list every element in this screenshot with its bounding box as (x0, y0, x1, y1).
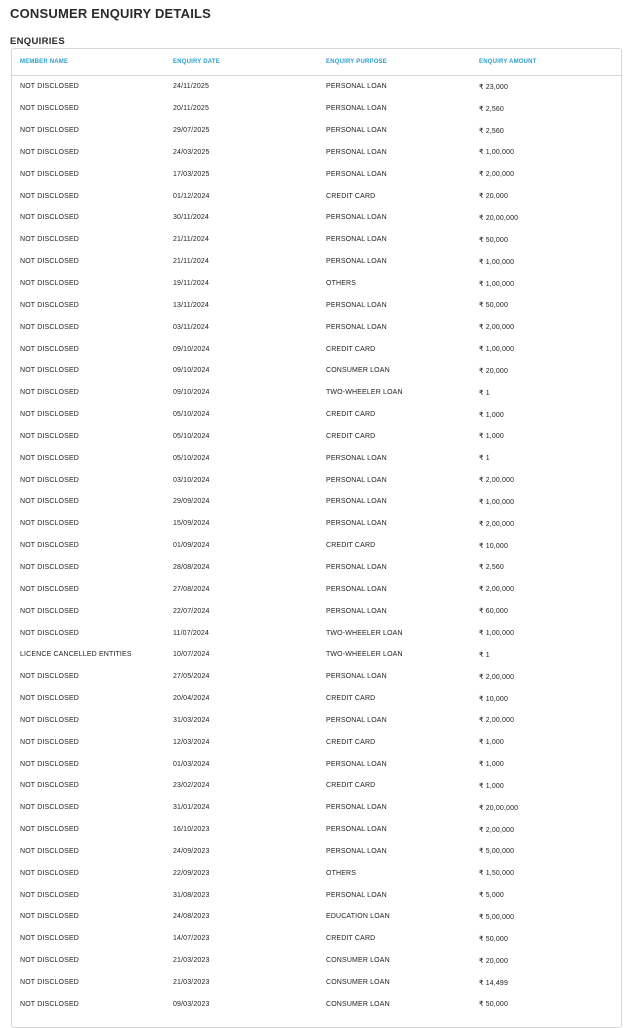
member-name-cell: NOT DISCLOSED (20, 411, 79, 419)
enquiry-amount-cell: ₹ 1,000 (479, 739, 504, 747)
member-name-cell: NOT DISCLOSED (20, 323, 79, 331)
member-name-cell: NOT DISCLOSED (20, 957, 79, 965)
enquiry-amount-cell: ₹ 2,560 (479, 564, 504, 572)
enquiry-amount-cell: ₹ 1 (479, 651, 490, 659)
member-name-cell: NOT DISCLOSED (20, 782, 79, 790)
enquiry-date-cell: 24/03/2025 (173, 148, 210, 156)
member-name-cell: NOT DISCLOSED (20, 214, 79, 222)
enquiry-date-cell: 29/09/2024 (173, 498, 210, 506)
table-row (12, 622, 622, 644)
enquiry-purpose-cell: CREDIT CARD (326, 782, 376, 790)
enquiry-date-cell: 01/09/2024 (173, 542, 210, 550)
table-row (12, 841, 622, 863)
enquiry-purpose-cell: PERSONAL LOAN (326, 83, 387, 91)
enquiry-purpose-cell: PERSONAL LOAN (326, 105, 387, 113)
enquiry-amount-cell: ₹ 1,00,000 (479, 346, 515, 354)
table-row (12, 819, 622, 841)
enquiry-amount-cell: ₹ 14,499 (479, 979, 509, 987)
table-row (12, 382, 622, 404)
member-name-cell: NOT DISCLOSED (20, 367, 79, 375)
table-row (12, 797, 622, 819)
enquiry-date-cell: 10/07/2024 (173, 651, 210, 659)
enquiry-date-cell: 03/10/2024 (173, 476, 210, 484)
enquiry-amount-cell: ₹ 1,000 (479, 761, 504, 769)
table-body (12, 76, 622, 1016)
enquiry-purpose-cell: PERSONAL LOAN (326, 258, 387, 266)
table-row (12, 950, 622, 972)
enquiry-amount-cell: ₹ 2,560 (479, 127, 504, 135)
member-name-cell: NOT DISCLOSED (20, 301, 79, 309)
member-name-cell: NOT DISCLOSED (20, 476, 79, 484)
table-row (12, 338, 622, 360)
enquiry-purpose-cell: PERSONAL LOAN (326, 127, 387, 135)
table-row (12, 666, 622, 688)
enquiry-date-cell: 21/11/2024 (173, 236, 210, 244)
enquiry-amount-cell: ₹ 1 (479, 455, 490, 463)
member-name-cell: NOT DISCLOSED (20, 629, 79, 637)
enquiry-amount-cell: ₹ 1,00,000 (479, 149, 515, 157)
enquiry-amount-cell: ₹ 1,00,000 (479, 630, 515, 638)
enquiry-purpose-cell: PERSONAL LOAN (326, 214, 387, 222)
enquiry-date-cell: 21/03/2023 (173, 979, 210, 987)
enquiry-amount-cell: ₹ 2,00,000 (479, 171, 515, 179)
enquiry-date-cell: 21/11/2024 (173, 258, 210, 266)
enquiry-purpose-cell: PERSONAL LOAN (326, 236, 387, 244)
table-row (12, 600, 622, 622)
table-row (12, 578, 622, 600)
enquiry-date-cell: 28/08/2024 (173, 563, 210, 571)
member-name-cell: NOT DISCLOSED (20, 542, 79, 550)
enquiry-purpose-cell: TWO-WHEELER LOAN (326, 389, 403, 397)
enquiry-purpose-cell: EDUCATION LOAN (326, 913, 390, 921)
enquiries-table (12, 49, 622, 1015)
column-header-enquiry-date: ENQUIRY DATE (165, 49, 318, 76)
member-name-cell: NOT DISCLOSED (20, 585, 79, 593)
enquiry-date-cell: 20/04/2024 (173, 695, 210, 703)
table-row (12, 207, 622, 229)
table-row (12, 273, 622, 295)
enquiry-date-cell: 24/08/2023 (173, 913, 210, 921)
enquiry-date-cell: 20/11/2025 (173, 105, 210, 113)
table-row (12, 775, 622, 797)
member-name-cell: NOT DISCLOSED (20, 869, 79, 877)
enquiry-amount-cell: ₹ 50,000 (479, 302, 509, 310)
enquiry-purpose-cell: PERSONAL LOAN (326, 323, 387, 331)
enquiry-amount-cell: ₹ 23,000 (479, 83, 509, 91)
table-row (12, 906, 622, 928)
enquiry-date-cell: 05/10/2024 (173, 454, 210, 462)
enquiry-purpose-cell: PERSONAL LOAN (326, 454, 387, 462)
member-name-cell: NOT DISCLOSED (20, 83, 79, 91)
enquiry-date-cell: 11/07/2024 (173, 629, 210, 637)
enquiry-amount-cell: ₹ 2,00,000 (479, 477, 515, 485)
table-row (12, 535, 622, 557)
enquiry-amount-cell: ₹ 5,00,000 (479, 848, 515, 856)
enquiry-amount-cell: ₹ 20,000 (479, 957, 509, 965)
enquiry-purpose-cell: PERSONAL LOAN (326, 804, 387, 812)
member-name-cell: NOT DISCLOSED (20, 280, 79, 288)
section-title: ENQUIRIES (10, 36, 65, 47)
member-name-cell: NOT DISCLOSED (20, 345, 79, 353)
table-row (12, 469, 622, 491)
enquiry-amount-cell: ₹ 2,00,000 (479, 826, 515, 834)
table-row (12, 644, 622, 666)
enquiry-purpose-cell: PERSONAL LOAN (326, 148, 387, 156)
enquiry-amount-cell: ₹ 1,000 (479, 411, 504, 419)
enquiry-amount-cell: ₹ 20,00,000 (479, 214, 519, 222)
member-name-cell: NOT DISCLOSED (20, 891, 79, 899)
table-row (12, 163, 622, 185)
member-name-cell: NOT DISCLOSED (20, 454, 79, 462)
member-name-cell: NOT DISCLOSED (20, 695, 79, 703)
enquiry-purpose-cell: OTHERS (326, 869, 357, 877)
enquiry-amount-cell: ₹ 20,000 (479, 193, 509, 201)
table-row (12, 688, 622, 710)
enquiry-amount-cell: ₹ 2,560 (479, 105, 504, 113)
member-name-cell: NOT DISCLOSED (20, 520, 79, 528)
enquiry-date-cell: 01/12/2024 (173, 192, 210, 200)
enquiry-amount-cell: ₹ 1 (479, 389, 490, 397)
member-name-cell: NOT DISCLOSED (20, 1000, 79, 1008)
enquiry-date-cell: 22/09/2023 (173, 869, 210, 877)
enquiry-date-cell: 27/08/2024 (173, 585, 210, 593)
enquiry-date-cell: 22/07/2024 (173, 607, 210, 615)
enquiry-amount-cell: ₹ 50,000 (479, 1001, 509, 1009)
enquiry-date-cell: 15/09/2024 (173, 520, 210, 528)
table-row (12, 185, 622, 207)
enquiry-date-cell: 31/08/2023 (173, 891, 210, 899)
enquiry-amount-cell: ₹ 10,000 (479, 695, 509, 703)
table-row (12, 491, 622, 513)
enquiry-purpose-cell: CREDIT CARD (326, 695, 376, 703)
table-header-row (12, 49, 622, 76)
member-name-cell: NOT DISCLOSED (20, 935, 79, 943)
enquiry-purpose-cell: TWO-WHEELER LOAN (326, 629, 403, 637)
enquiry-amount-cell: ₹ 1,00,000 (479, 258, 515, 266)
enquiry-date-cell: 12/03/2024 (173, 738, 210, 746)
enquiry-purpose-cell: CREDIT CARD (326, 192, 376, 200)
table-row (12, 426, 622, 448)
enquiry-date-cell: 16/10/2023 (173, 826, 210, 834)
enquiry-purpose-cell: CREDIT CARD (326, 345, 376, 353)
enquiry-purpose-cell: PERSONAL LOAN (326, 826, 387, 834)
member-name-cell: NOT DISCLOSED (20, 913, 79, 921)
member-name-cell: NOT DISCLOSED (20, 673, 79, 681)
enquiry-amount-cell: ₹ 1,000 (479, 433, 504, 441)
table-row (12, 251, 622, 273)
enquiry-purpose-cell: CONSUMER LOAN (326, 1000, 390, 1008)
enquiry-amount-cell: ₹ 60,000 (479, 608, 509, 616)
enquiry-date-cell: 21/03/2023 (173, 957, 210, 965)
member-name-cell: LICENCE CANCELLED ENTITIES (20, 651, 132, 659)
enquiry-purpose-cell: PERSONAL LOAN (326, 716, 387, 724)
enquiry-amount-cell: ₹ 2,00,000 (479, 717, 515, 725)
member-name-cell: NOT DISCLOSED (20, 389, 79, 397)
member-name-cell: NOT DISCLOSED (20, 563, 79, 571)
enquiry-date-cell: 09/10/2024 (173, 367, 210, 375)
enquiry-date-cell: 24/11/2025 (173, 83, 210, 91)
table-row (12, 294, 622, 316)
enquiry-amount-cell: ₹ 1,00,000 (479, 280, 515, 288)
table-row (12, 142, 622, 164)
table-row (12, 76, 622, 98)
enquiry-purpose-cell: PERSONAL LOAN (326, 585, 387, 593)
member-name-cell: NOT DISCLOSED (20, 607, 79, 615)
enquiry-purpose-cell: CREDIT CARD (326, 542, 376, 550)
enquiry-date-cell: 09/03/2023 (173, 1000, 210, 1008)
enquiry-purpose-cell: CREDIT CARD (326, 738, 376, 746)
enquiry-date-cell: 31/03/2024 (173, 716, 210, 724)
enquiry-amount-cell: ₹ 20,000 (479, 367, 509, 375)
table-row (12, 120, 622, 142)
table-row (12, 404, 622, 426)
member-name-cell: NOT DISCLOSED (20, 826, 79, 834)
enquiry-amount-cell: ₹ 2,00,000 (479, 673, 515, 681)
enquiry-date-cell: 27/05/2024 (173, 673, 210, 681)
enquiry-date-cell: 31/01/2024 (173, 804, 210, 812)
member-name-cell: NOT DISCLOSED (20, 847, 79, 855)
enquiries-table-container (11, 48, 622, 1028)
member-name-cell: NOT DISCLOSED (20, 192, 79, 200)
enquiry-purpose-cell: CREDIT CARD (326, 935, 376, 943)
member-name-cell: NOT DISCLOSED (20, 738, 79, 746)
enquiry-purpose-cell: PERSONAL LOAN (326, 760, 387, 768)
enquiry-date-cell: 09/10/2024 (173, 345, 210, 353)
enquiry-amount-cell: ₹ 2,00,000 (479, 586, 515, 594)
enquiry-date-cell: 05/10/2024 (173, 411, 210, 419)
enquiry-amount-cell: ₹ 1,000 (479, 782, 504, 790)
table-row (12, 709, 622, 731)
member-name-cell: NOT DISCLOSED (20, 127, 79, 135)
member-name-cell: NOT DISCLOSED (20, 432, 79, 440)
enquiry-amount-cell: ₹ 50,000 (479, 935, 509, 943)
table-row (12, 862, 622, 884)
enquiry-purpose-cell: PERSONAL LOAN (326, 520, 387, 528)
enquiry-purpose-cell: CREDIT CARD (326, 432, 376, 440)
enquiry-purpose-cell: CREDIT CARD (326, 411, 376, 419)
table-row (12, 316, 622, 338)
enquiry-date-cell: 30/11/2024 (173, 214, 210, 222)
enquiry-date-cell: 05/10/2024 (173, 432, 210, 440)
enquiry-purpose-cell: CONSUMER LOAN (326, 957, 390, 965)
enquiry-date-cell: 24/09/2023 (173, 847, 210, 855)
enquiry-purpose-cell: PERSONAL LOAN (326, 563, 387, 571)
member-name-cell: NOT DISCLOSED (20, 105, 79, 113)
enquiry-purpose-cell: PERSONAL LOAN (326, 607, 387, 615)
table-row (12, 447, 622, 469)
member-name-cell: NOT DISCLOSED (20, 760, 79, 768)
member-name-cell: NOT DISCLOSED (20, 236, 79, 244)
enquiry-purpose-cell: CONSUMER LOAN (326, 979, 390, 987)
enquiry-purpose-cell: PERSONAL LOAN (326, 498, 387, 506)
enquiry-date-cell: 17/03/2025 (173, 170, 210, 178)
page-title: CONSUMER ENQUIRY DETAILS (10, 6, 212, 21)
enquiry-date-cell: 19/11/2024 (173, 280, 210, 288)
enquiry-amount-cell: ₹ 1,50,000 (479, 870, 515, 878)
member-name-cell: NOT DISCLOSED (20, 148, 79, 156)
column-header-enquiry-amount: ENQUIRY AMOUNT (471, 49, 622, 76)
enquiry-date-cell: 23/02/2024 (173, 782, 210, 790)
enquiry-purpose-cell: TWO-WHEELER LOAN (326, 651, 403, 659)
member-name-cell: NOT DISCLOSED (20, 979, 79, 987)
enquiry-purpose-cell: PERSONAL LOAN (326, 847, 387, 855)
enquiry-date-cell: 29/07/2025 (173, 127, 210, 135)
enquiry-date-cell: 13/11/2024 (173, 301, 210, 309)
member-name-cell: NOT DISCLOSED (20, 498, 79, 506)
enquiry-purpose-cell: PERSONAL LOAN (326, 301, 387, 309)
table-row (12, 98, 622, 120)
enquiry-amount-cell: ₹ 10,000 (479, 542, 509, 550)
enquiry-date-cell: 03/11/2024 (173, 323, 210, 331)
table-row (12, 884, 622, 906)
enquiry-amount-cell: ₹ 5,000 (479, 892, 504, 900)
enquiry-amount-cell: ₹ 2,00,000 (479, 520, 515, 528)
enquiry-purpose-cell: PERSONAL LOAN (326, 170, 387, 178)
table-row (12, 753, 622, 775)
enquiry-purpose-cell: PERSONAL LOAN (326, 891, 387, 899)
enquiry-purpose-cell: OTHERS (326, 280, 357, 288)
enquiry-amount-cell: ₹ 2,00,000 (479, 324, 515, 332)
enquiry-date-cell: 09/10/2024 (173, 389, 210, 397)
enquiry-purpose-cell: CONSUMER LOAN (326, 367, 390, 375)
table-row (12, 229, 622, 251)
table-row (12, 731, 622, 753)
member-name-cell: NOT DISCLOSED (20, 170, 79, 178)
column-header-member-name: MEMBER NAME (12, 49, 165, 76)
member-name-cell: NOT DISCLOSED (20, 716, 79, 724)
table-row (12, 928, 622, 950)
column-header-enquiry-purpose: ENQUIRY PURPOSE (318, 49, 471, 76)
enquiry-amount-cell: ₹ 50,000 (479, 236, 509, 244)
table-row (12, 972, 622, 994)
table-row (12, 360, 622, 382)
table-row (12, 993, 622, 1015)
enquiry-purpose-cell: PERSONAL LOAN (326, 673, 387, 681)
enquiry-date-cell: 14/07/2023 (173, 935, 210, 943)
member-name-cell: NOT DISCLOSED (20, 804, 79, 812)
table-row (12, 513, 622, 535)
enquiry-amount-cell: ₹ 20,00,000 (479, 804, 519, 812)
enquiry-purpose-cell: PERSONAL LOAN (326, 476, 387, 484)
enquiry-amount-cell: ₹ 5,00,000 (479, 913, 515, 921)
table-row (12, 557, 622, 579)
enquiry-amount-cell: ₹ 1,00,000 (479, 498, 515, 506)
member-name-cell: NOT DISCLOSED (20, 258, 79, 266)
enquiry-date-cell: 01/03/2024 (173, 760, 210, 768)
